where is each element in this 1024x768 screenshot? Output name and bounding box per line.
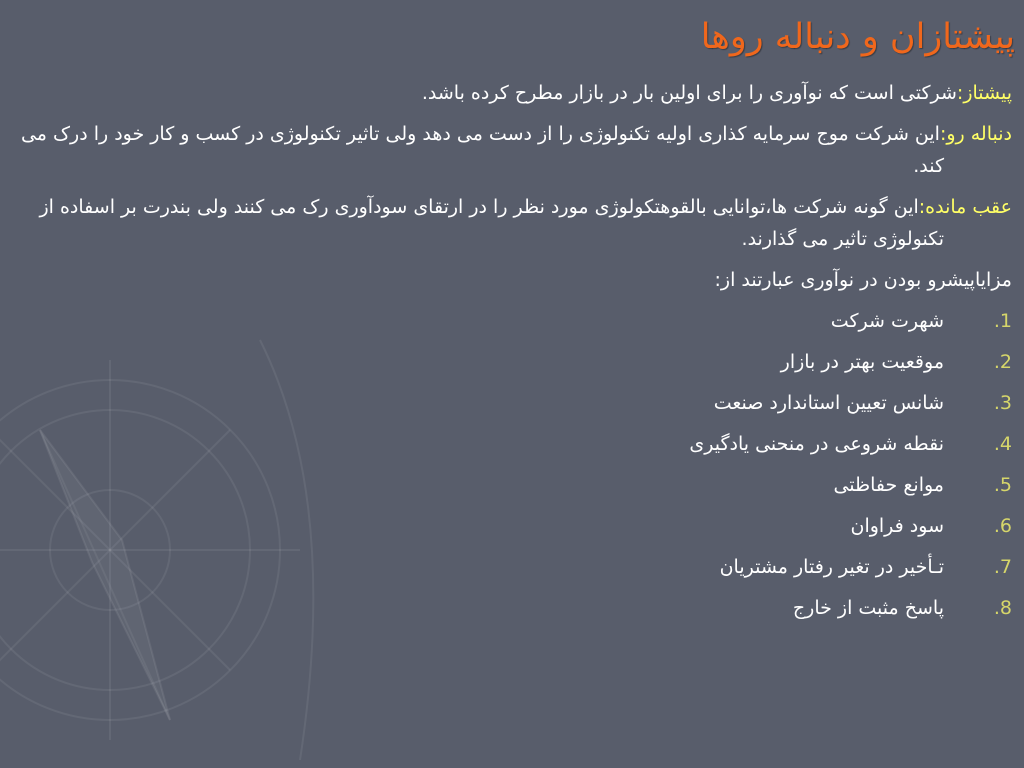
list-item-text: نقطه شروعی در منحنی یادگیری (689, 433, 944, 455)
list-item-text: شانس تعیین استاندارد صنعت (713, 392, 944, 414)
list-number: 1. (993, 310, 1012, 332)
list-number: 5. (993, 474, 1012, 496)
definition-label: دنباله رو: (939, 123, 1012, 145)
list-item-text: موقعیت بهتر در بازار (780, 351, 944, 373)
definition-text: شرکتی است که نوآوری را برای اولین بار در بازار مطرح کرده باشد. (421, 82, 957, 104)
list-item (12, 387, 1012, 419)
advantages-list (12, 305, 1012, 624)
definition-leader (12, 77, 1012, 109)
list-item (12, 469, 1012, 501)
list-item-text: موانع حفاظتی (833, 474, 944, 496)
list-item-text: سود فراوان (850, 515, 944, 537)
definition-label: پیشتاز: (956, 82, 1012, 104)
definition-label: عقب مانده: (918, 196, 1012, 218)
list-item (12, 346, 1012, 378)
list-item (12, 551, 1012, 583)
list-number: 4. (993, 433, 1012, 455)
list-number: 7. (993, 556, 1012, 578)
definition-text: این گونه شرکت ها،توانایی بالقوهتکولوژی مورد نظر را در ارتقای سودآوری رک می کنند ولی بندرت بر اسفاده از تکنولوژی تاثیر می گذارند. (39, 196, 944, 250)
list-number: 2. (993, 351, 1012, 373)
list-number: 6. (993, 515, 1012, 537)
slide-title: پیشتازان و دنباله روها (700, 17, 1015, 57)
list-item (12, 592, 1012, 624)
list-number: 3. (993, 392, 1012, 414)
list-intro: مزایاپیشرو بودن در نوآوری عبارتند از: (714, 269, 1012, 291)
list-number: 8. (993, 597, 1012, 619)
list-item-text: پاسخ مثبت از خارج (792, 597, 944, 619)
list-item-text: تـأخیر در تغیر رفتار مشتریان (719, 556, 944, 578)
list-item (12, 510, 1012, 542)
list-item (12, 428, 1012, 460)
definition-text: این شرکت موج سرمایه کذاری اولیه تکنولوژی را از دست می دهد ولی تاثیر تکنولوژی در کسب و کار خود را درک می کند. (20, 123, 944, 177)
list-item (12, 305, 1012, 337)
list-item-text: شهرت شرکت (830, 310, 944, 332)
definition-follower (12, 118, 1012, 182)
definition-laggard (12, 191, 1012, 255)
slide-body (12, 77, 1012, 633)
